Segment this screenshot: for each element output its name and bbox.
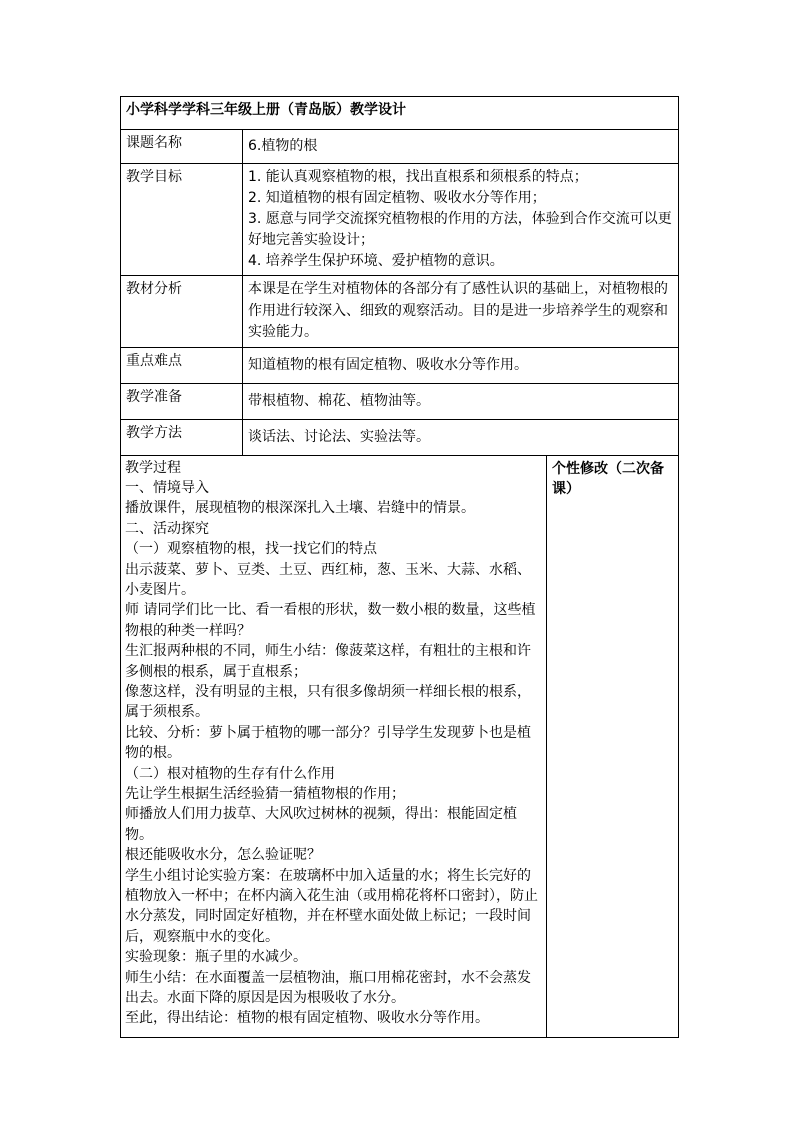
analysis-value: 本课是在学生对植物体的各部分有了感性认识的基础上，对植物根的作用进行较深入、细致的观察活动。目的是进一步培养学生的观察和实验能力。 <box>243 276 679 348</box>
revision-notes-header: 个性修改（二次备课） <box>547 455 679 1037</box>
topic-value: 6.植物的根 <box>243 130 679 164</box>
key-points-label: 重点难点 <box>121 347 243 383</box>
preparation-row <box>121 383 679 419</box>
methods-label: 教学方法 <box>121 419 243 455</box>
methods-value: 谈话法、讨论法、实验法等。 <box>243 419 679 455</box>
process-line: （二）根对植物的生存有什么作用 <box>125 765 335 782</box>
topic-label: 课题名称 <box>121 130 243 164</box>
methods-row <box>121 419 679 455</box>
teaching-process <box>121 455 547 1037</box>
document-title: 小学科学学科三年级上册（青岛版）教学设计 <box>121 97 679 130</box>
analysis-row <box>121 276 679 348</box>
objectives-label: 教学目标 <box>121 164 243 276</box>
process-line: 出示菠菜、萝卜、豆类、土豆、西红柿，葱、玉米、大蒜、水稻、小麦图片。 <box>125 561 531 598</box>
lesson-plan-document <box>120 96 678 1038</box>
process-line: 先让学生根据生活经验猜一猜植物根的作用； <box>125 786 405 802</box>
analysis-label: 教材分析 <box>121 276 243 348</box>
process-line: 比较、分析：萝卜属于植物的哪一部分？引导学生发现萝卜也是植物的根。 <box>125 724 531 762</box>
process-line: 至此，得出结论：植物的根有固定植物、吸收水分等作用。 <box>125 1010 489 1027</box>
objectives-row <box>121 164 679 276</box>
process-line: 师生小结：在水面覆盖一层植物油，瓶口用棉花密封，水不会蒸发出去。水面下降的原因是因为根吸收了水分。 <box>125 969 531 1007</box>
process-line: 二、活动探究 <box>125 520 209 537</box>
process-line: 师播放人们用力拔草、大风吹过树林的视频，得出：根能固定植物。 <box>125 806 517 843</box>
key-points-value: 知道植物的根有固定植物、吸收水分等作用。 <box>243 347 679 383</box>
process-line: 生汇报两种根的不同，师生小结：像菠菜这样，有粗壮的主根和许多侧根的根系，属于直根系； <box>125 643 531 680</box>
process-line: 师 请同学们比一比、看一看根的形状，数一数小根的数量，这些植物根的种类一样吗？ <box>125 602 536 639</box>
topic-row <box>121 130 679 164</box>
objective-item: 4. 培养学生保护环境、爱护植物的意识。 <box>248 253 504 269</box>
process-line: 像葱这样，没有明显的主根，只有很多像胡须一样细长根的根系，属于须根系。 <box>125 683 531 721</box>
process-line: 教学过程 <box>125 459 181 476</box>
preparation-label: 教学准备 <box>121 383 243 419</box>
preparation-value: 带根植物、棉花、植物油等。 <box>243 383 679 419</box>
objective-item: 3. 愿意与同学交流探究植物根的作用的方法，体验到合作交流可以更好地完善实验设计； <box>248 211 672 248</box>
process-line: 实验现象：瓶子里的水减少。 <box>125 949 307 966</box>
process-line: 一、情境导入 <box>125 479 209 496</box>
process-line: （一）观察植物的根，找一找它们的特点 <box>125 541 377 558</box>
title-row <box>121 97 679 130</box>
key-points-row <box>121 347 679 383</box>
lesson-plan-table <box>120 96 679 1038</box>
objective-item: 1. 能认真观察植物的根，找出直根系和须根系的特点； <box>248 169 588 185</box>
process-line: 根还能吸收水分，怎么验证呢？ <box>125 847 321 864</box>
process-line: 播放课件，展现植物的根深深扎入土壤、岩缝中的情景。 <box>125 500 475 517</box>
process-line: 学生小组讨论实验方案：在玻璃杯中加入适量的水；将生长完好的植物放入一杯中；在杯内滴入花生油（或用棉花将杯口密封），防止水分蒸发，同时固定好植物，并在杯壁水面处做上标记；一段时间后，观察瓶中水的变化。 <box>125 867 538 945</box>
objective-item: 2. 知道植物的根有固定植物、吸收水分等作用； <box>248 190 546 206</box>
objectives-list <box>243 164 679 276</box>
process-row <box>121 455 679 1037</box>
